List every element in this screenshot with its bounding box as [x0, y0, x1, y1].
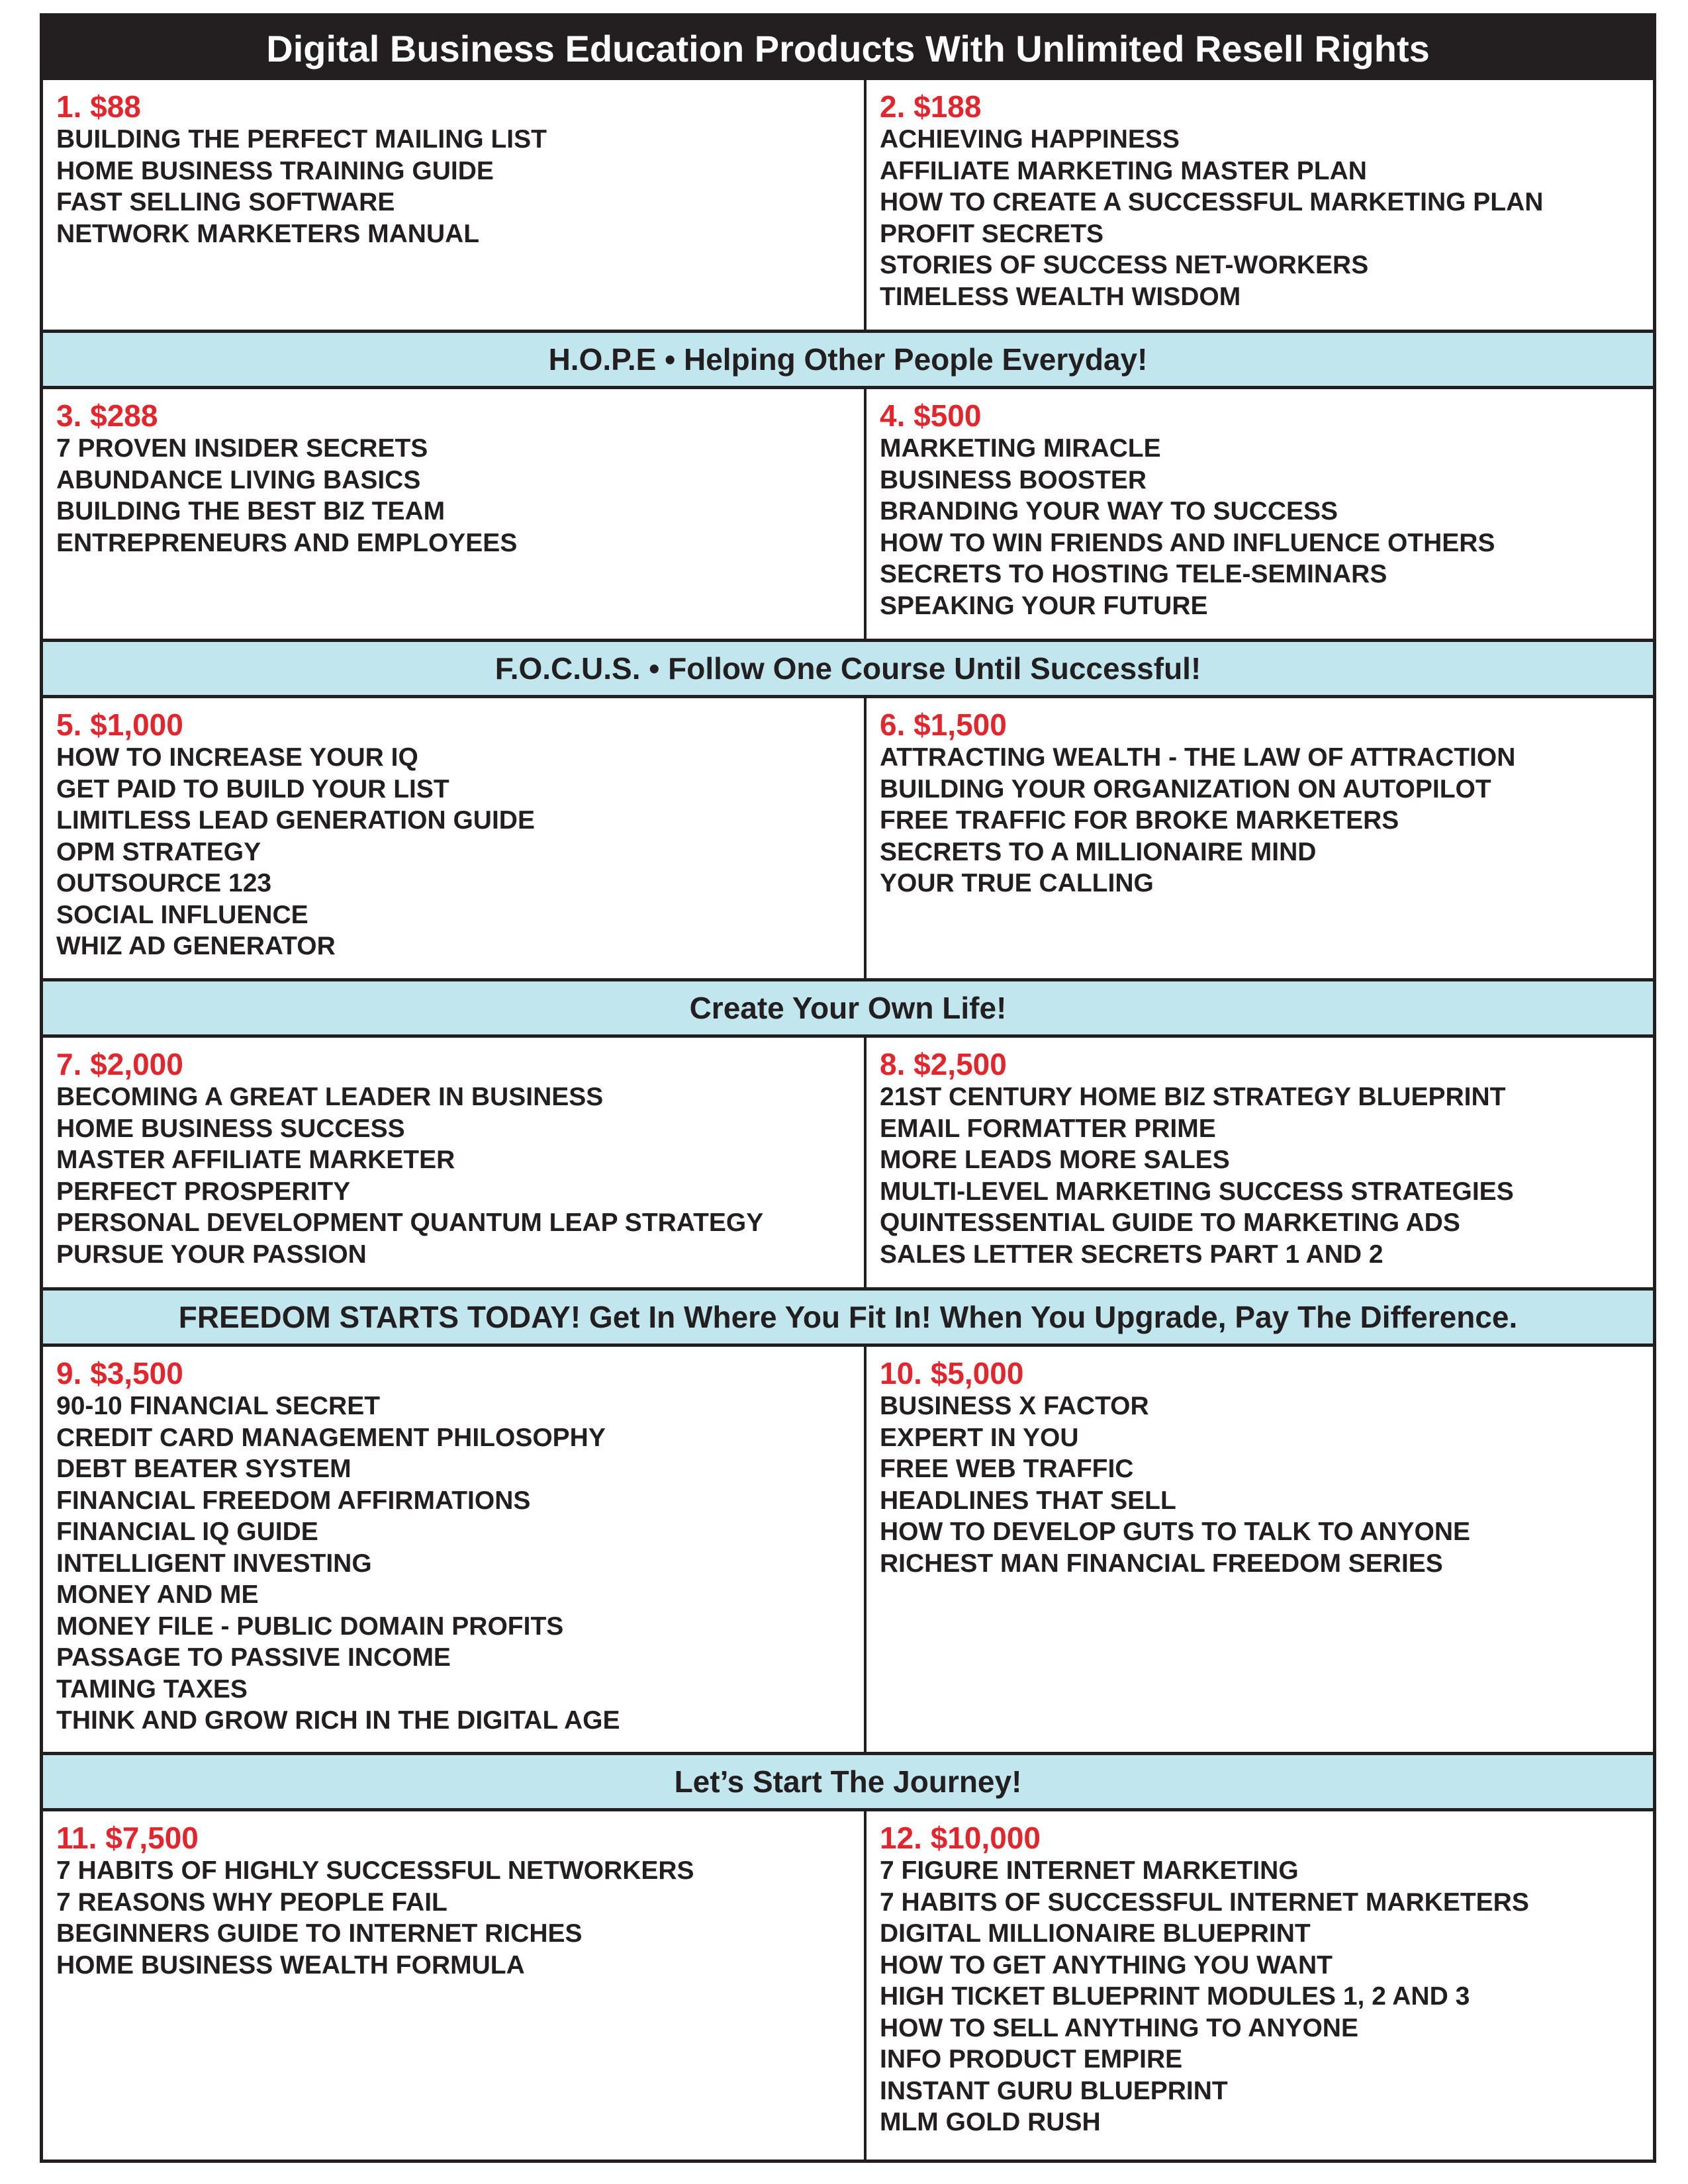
product-item: HOW TO INCREASE YOUR IQ	[56, 743, 418, 772]
product-item: OUTSOURCE 123	[56, 869, 272, 897]
product-item: HOW TO CREATE A SUCCESSFUL MARKETING PLAN	[880, 188, 1544, 216]
product-item: DEBT BEATER SYSTEM	[56, 1455, 352, 1483]
product-item: SPEAKING YOUR FUTURE	[880, 591, 1208, 620]
package-items	[56, 1390, 851, 1737]
product-item: 7 FIGURE INTERNET MARKETING	[880, 1856, 1299, 1885]
slogan-band-focus: F.O.C.U.S. • Follow One Course Until Successful!	[43, 639, 1653, 698]
product-item: AFFILIATE MARKETING MASTER PLAN	[880, 156, 1367, 185]
product-item: CREDIT CARD MANAGEMENT PHILOSOPHY	[56, 1423, 606, 1452]
product-item: INSTANT GURU BLUEPRINT	[880, 2076, 1228, 2105]
product-item: LIMITLESS LEAD GENERATION GUIDE	[56, 806, 535, 835]
product-item: HOW TO SELL ANYTHING TO ANYONE	[880, 2013, 1358, 2042]
product-item: BUSINESS BOOSTER	[880, 465, 1147, 494]
slogan-band-hope: H.O.P.E • Helping Other People Everyday!	[43, 330, 1653, 389]
package-cell-11	[43, 1811, 864, 2160]
product-item: FINANCIAL IQ GUIDE	[56, 1518, 318, 1546]
product-item: MASTER AFFILIATE MARKETER	[56, 1146, 455, 1174]
package-price: 8. $2,500	[880, 1047, 1007, 1081]
product-item: ABUNDANCE LIVING BASICS	[56, 465, 421, 494]
product-item: MULTI-LEVEL MARKETING SUCCESS STRATEGIES	[880, 1177, 1514, 1206]
package-cell-9	[43, 1347, 864, 1752]
product-item: MORE LEADS MORE SALES	[880, 1146, 1230, 1174]
sheet-title: Digital Business Education Products With Unlimited Resell Rights	[43, 17, 1653, 80]
product-item: HEADLINES THAT SELL	[880, 1486, 1176, 1515]
package-cell-4	[864, 389, 1653, 639]
product-item: TIMELESS WEALTH WISDOM	[880, 282, 1241, 311]
product-item: FINANCIAL FREEDOM AFFIRMATIONS	[56, 1486, 531, 1515]
product-item: TAMING TAXES	[56, 1674, 248, 1704]
product-item: HIGH TICKET BLUEPRINT MODULES 1, 2 AND 3	[880, 1982, 1470, 2011]
package-cell-8	[864, 1038, 1653, 1287]
slogan-band-create: Create Your Own Life!	[43, 978, 1653, 1038]
product-item: HOME BUSINESS SUCCESS	[56, 1114, 405, 1143]
product-item: FAST SELLING SOFTWARE	[56, 188, 395, 216]
package-price: 2. $188	[880, 89, 982, 124]
package-row-4	[43, 1038, 1653, 1287]
package-items	[56, 124, 851, 250]
package-cell-5	[43, 698, 864, 978]
product-item: BUILDING THE PERFECT MAILING LIST	[56, 125, 547, 154]
product-item: ACHIEVING HAPPINESS	[880, 125, 1180, 154]
package-items	[880, 124, 1640, 312]
product-item: MARKETING MIRACLE	[880, 434, 1161, 463]
product-item: MLM GOLD RUSH	[880, 2108, 1101, 2136]
package-price: 7. $2,000	[56, 1047, 183, 1081]
product-item: BRANDING YOUR WAY TO SUCCESS	[880, 497, 1338, 525]
product-item: HOME BUSINESS TRAINING GUIDE	[56, 156, 494, 185]
product-item: BUILDING YOUR ORGANIZATION ON AUTOPILOT	[880, 774, 1491, 803]
package-price: 5. $1,000	[56, 707, 183, 742]
product-item: PURSUE YOUR PASSION	[56, 1240, 367, 1269]
package-cell-1	[43, 80, 864, 330]
product-item: BUILDING THE BEST BIZ TEAM	[56, 497, 445, 525]
product-item: PERFECT PROSPERITY	[56, 1177, 351, 1206]
price-sheet	[40, 13, 1656, 2163]
product-item: BUSINESS X FACTOR	[880, 1392, 1149, 1420]
package-cell-6	[864, 698, 1653, 978]
product-item: 21ST CENTURY HOME BIZ STRATEGY BLUEPRINT	[880, 1083, 1506, 1111]
product-item: HOW TO WIN FRIENDS AND INFLUENCE OTHERS	[880, 528, 1495, 557]
product-item: ENTREPRENEURS AND EMPLOYEES	[56, 528, 518, 557]
package-row-2	[43, 389, 1653, 639]
product-item: FREE WEB TRAFFIC	[880, 1455, 1134, 1483]
package-items	[880, 1855, 1640, 2138]
package-items	[56, 433, 851, 559]
product-item: PROFIT SECRETS	[880, 219, 1104, 248]
product-item: 7 PROVEN INSIDER SECRETS	[56, 434, 428, 463]
product-item: INFO PRODUCT EMPIRE	[880, 2045, 1183, 2073]
package-price: 10. $5,000	[880, 1356, 1024, 1390]
product-item: YOUR TRUE CALLING	[880, 869, 1154, 897]
package-items	[56, 1855, 851, 1981]
package-price: 1. $88	[56, 89, 141, 124]
package-row-3	[43, 698, 1653, 978]
package-cell-7	[43, 1038, 864, 1287]
product-item: 90-10 FINANCIAL SECRET	[56, 1392, 381, 1420]
package-cell-3	[43, 389, 864, 639]
product-item: OPM STRATEGY	[56, 837, 261, 866]
package-price: 3. $288	[56, 398, 158, 433]
package-price: 12. $10,000	[880, 1821, 1041, 1855]
product-item: FREE TRAFFIC FOR BROKE MARKETERS	[880, 806, 1399, 835]
package-row-6	[43, 1811, 1653, 2160]
product-item: PASSAGE TO PASSIVE INCOME	[56, 1643, 451, 1672]
package-cell-10	[864, 1347, 1653, 1752]
package-row-1	[43, 80, 1653, 330]
package-price: 11. $7,500	[56, 1821, 199, 1855]
product-item: 7 REASONS WHY PEOPLE FAIL	[56, 1888, 447, 1917]
package-price: 6. $1,500	[880, 707, 1007, 742]
product-item: PERSONAL DEVELOPMENT QUANTUM LEAP STRATEGY	[56, 1208, 764, 1237]
product-item: DIGITAL MILLIONAIRE BLUEPRINT	[880, 1919, 1311, 1948]
product-item: EMAIL FORMATTER PRIME	[880, 1114, 1216, 1143]
product-item: 7 HABITS OF HIGHLY SUCCESSFUL NETWORKERS	[56, 1856, 694, 1885]
package-row-5	[43, 1347, 1653, 1752]
package-price: 4. $500	[880, 398, 982, 433]
product-item: STORIES OF SUCCESS NET-WORKERS	[880, 251, 1369, 279]
package-cell-2	[864, 80, 1653, 330]
package-items	[880, 1390, 1640, 1579]
product-item: SECRETS TO A MILLIONAIRE MIND	[880, 837, 1317, 866]
product-item: WHIZ AD GENERATOR	[56, 932, 336, 960]
product-item: SECRETS TO HOSTING TELE-SEMINARS	[880, 560, 1387, 588]
product-item: HOW TO DEVELOP GUTS TO TALK TO ANYONE	[880, 1518, 1471, 1546]
product-item: GET PAID TO BUILD YOUR LIST	[56, 774, 449, 803]
package-price: 9. $3,500	[56, 1356, 183, 1390]
package-cell-12	[864, 1811, 1653, 2160]
package-items	[56, 742, 851, 962]
package-items	[880, 1081, 1640, 1270]
product-item: 7 HABITS OF SUCCESSFUL INTERNET MARKETERS	[880, 1888, 1529, 1917]
product-item: SOCIAL INFLUENCE	[56, 900, 308, 929]
product-item: INTELLIGENT INVESTING	[56, 1549, 372, 1578]
product-item: MONEY FILE - PUBLIC DOMAIN PROFITS	[56, 1612, 564, 1641]
product-item: THINK AND GROW RICH IN THE DIGITAL AGE	[56, 1706, 620, 1735]
product-item: HOME BUSINESS WEALTH FORMULA	[56, 1950, 525, 1979]
package-items	[56, 1081, 851, 1270]
package-items	[880, 742, 1640, 899]
product-item: RICHEST MAN FINANCIAL FREEDOM SERIES	[880, 1549, 1443, 1578]
product-item: ATTRACTING WEALTH - THE LAW OF ATTRACTION	[880, 743, 1516, 772]
slogan-band-freedom: FREEDOM STARTS TODAY! Get In Where You Fit In! When You Upgrade, Pay The Difference.	[43, 1287, 1653, 1347]
product-item: EXPERT IN YOU	[880, 1423, 1079, 1452]
slogan-band-journey: Let’s Start The Journey!	[43, 1752, 1653, 1811]
package-items	[880, 433, 1640, 621]
product-item: NETWORK MARKETERS MANUAL	[56, 219, 480, 248]
product-item: BEGINNERS GUIDE TO INTERNET RICHES	[56, 1919, 583, 1948]
product-item: QUINTESSENTIAL GUIDE TO MARKETING ADS	[880, 1208, 1460, 1237]
product-item: SALES LETTER SECRETS PART 1 AND 2	[880, 1240, 1383, 1269]
product-item: BECOMING A GREAT LEADER IN BUSINESS	[56, 1083, 604, 1111]
product-item: HOW TO GET ANYTHING YOU WANT	[880, 1950, 1333, 1979]
product-item: MONEY AND ME	[56, 1580, 259, 1609]
